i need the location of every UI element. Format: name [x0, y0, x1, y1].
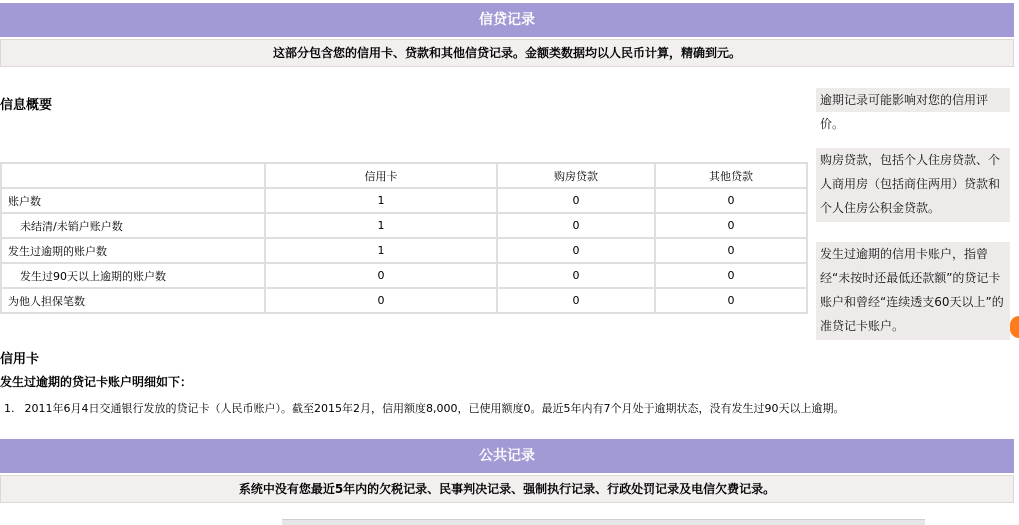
table-row	[1, 213, 807, 238]
credit-records-subtitle: 这部分包含您的信用卡、贷款和其他信贷记录。金额类数据均以人民币计算，精确到元。	[0, 39, 1014, 67]
floating-widget-icon[interactable]	[1010, 316, 1019, 338]
cell-housing-loan: 0	[497, 288, 655, 313]
note-housing-loan: 购房贷款，包括个人住房贷款、个人商用房（包括商住两用）贷款和个人住房公积金贷款。	[816, 148, 1010, 222]
table-row	[1, 263, 807, 288]
table-row	[1, 188, 807, 213]
header-housing-loan: 购房贷款	[497, 163, 655, 188]
cell-other-loan: 0	[655, 238, 807, 263]
cell-housing-loan: 0	[497, 213, 655, 238]
summary-table	[0, 162, 808, 314]
cell-other-loan: 0	[655, 213, 807, 238]
public-records-title: 公共记录	[0, 439, 1014, 473]
cell-other-loan: 0	[655, 188, 807, 213]
cell-housing-loan: 0	[497, 263, 655, 288]
list-item-number: 1.	[4, 402, 15, 415]
row-label: 发生过逾期的账户数	[1, 238, 265, 263]
overdue-accounts-heading: 发生过逾期的贷记卡账户明细如下：	[0, 375, 193, 389]
cell-credit-card: 0	[265, 288, 497, 313]
note-overdue-impact: 逾期记录可能影响对您的信用评价。	[816, 88, 1010, 112]
row-label: 为他人担保笔数	[1, 288, 265, 313]
cell-credit-card: 0	[265, 263, 497, 288]
summary-heading: 信息概要	[0, 98, 53, 113]
table-header-row	[1, 163, 807, 188]
row-label: 账户数	[1, 188, 265, 213]
cell-other-loan: 0	[655, 288, 807, 313]
cell-credit-card: 1	[265, 213, 497, 238]
list-item-text: 2011年6月4日交通银行发放的贷记卡（人民币账户）。截至2015年2月，信用额度8,000，已使用额度0。最近5年内有7个月处于逾期状态，没有发生过90天以上逾期。	[24, 402, 845, 415]
credit-records-title: 信贷记录	[0, 3, 1014, 37]
horizontal-scrollbar[interactable]	[282, 519, 925, 525]
header-empty	[1, 163, 265, 188]
row-label: 发生过90天以上逾期的账户数	[1, 263, 265, 288]
row-label: 未结清/未销户账户数	[1, 213, 265, 238]
credit-card-heading: 信用卡	[0, 352, 40, 367]
note-overdue-card: 发生过逾期的信用卡账户，指曾经“未按时还最低还款额”的贷记卡账户和曾经“连续透支60天以上”的准贷记卡账户。	[816, 242, 1010, 340]
table-row	[1, 238, 807, 263]
cell-housing-loan: 0	[497, 188, 655, 213]
cell-credit-card: 1	[265, 238, 497, 263]
cell-credit-card: 1	[265, 188, 497, 213]
header-credit-card: 信用卡	[265, 163, 497, 188]
cell-other-loan: 0	[655, 263, 807, 288]
header-other-loan: 其他贷款	[655, 163, 807, 188]
list-item	[4, 400, 844, 416]
public-records-subtitle: 系统中没有您最近5年内的欠税记录、民事判决记录、强制执行记录、行政处罚记录及电信欠费记录。	[0, 475, 1014, 503]
table-row	[1, 288, 807, 313]
cell-housing-loan: 0	[497, 238, 655, 263]
